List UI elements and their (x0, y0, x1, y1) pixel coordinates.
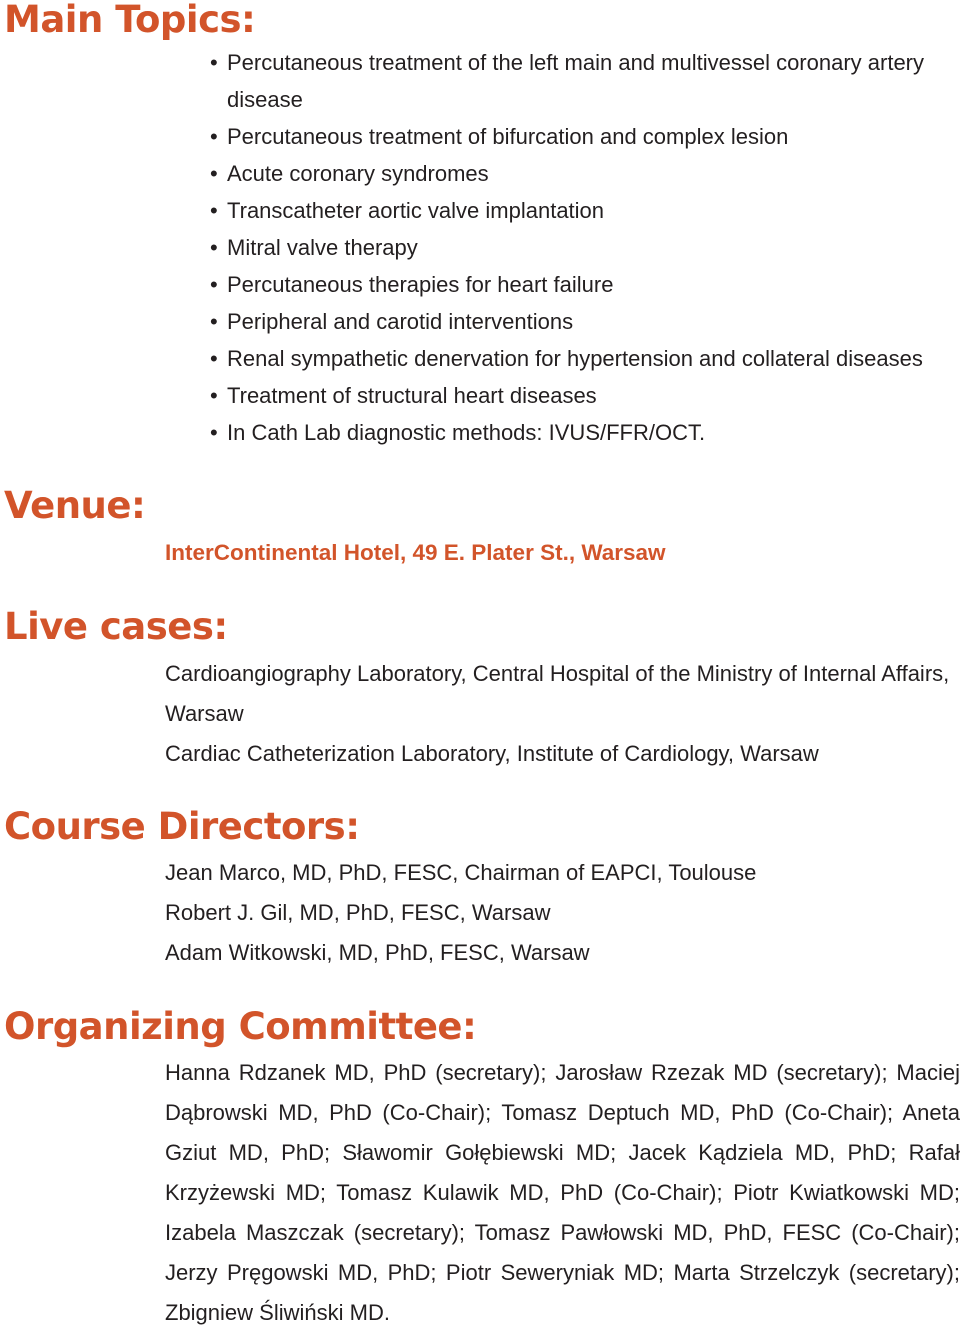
list-item: • Acute coronary syndromes (210, 155, 955, 192)
venue-heading: Venue: (4, 484, 146, 527)
director: Jean Marco, MD, PhD, FESC, Chairman of EAPCI, Toulouse (165, 860, 757, 885)
list-item: • Percutaneous treatment of bifurcation and complex lesion (210, 118, 955, 155)
list-item: • Transcatheter aortic valve implantation (210, 192, 955, 229)
course-directors-heading: Course Directors: (4, 805, 360, 848)
list-item: • Mitral valve therapy (210, 229, 955, 266)
director: Robert J. Gil, MD, PhD, FESC, Warsaw (165, 900, 551, 925)
list-item: • Percutaneous treatment of the left main and multivessel coronary artery disease (210, 44, 955, 118)
venue-address: InterContinental Hotel, 49 E. Plater St., Warsaw (165, 540, 666, 565)
organizing-committee-section (165, 1053, 960, 1333)
live-case-site: Cardioangiography Laboratory, Central Hospital of the Ministry of Internal Affairs, Warsaw (165, 661, 950, 726)
live-cases-section (165, 654, 955, 774)
list-item: • Peripheral and carotid interventions (210, 303, 955, 340)
director: Adam Witkowski, MD, PhD, FESC, Warsaw (165, 940, 590, 965)
live-case-site: Cardiac Catheterization Laboratory, Institute of Cardiology, Warsaw (165, 741, 819, 766)
main-topics-list (210, 44, 955, 451)
live-cases-heading: Live cases: (4, 605, 228, 648)
course-directors-section (165, 853, 960, 973)
main-topics-heading: Main Topics: (4, 0, 256, 41)
list-item: • In Cath Lab diagnostic methods: IVUS/FFR/OCT. (210, 414, 955, 451)
committee-members: Hanna Rdzanek MD, PhD (secretary); Jarosław Rzezak MD (secretary); Maciej Dąbrowski MD, PhD (Co-Chair); Tomasz Deptuch MD, PhD (Co-Chair); Aneta Gziut MD, PhD; Sławomir Gołębiewski MD; Jacek Kądziela MD, PhD; Rafał Krzyżewski MD; Tomasz Kulawik MD, PhD (Co-Chair); Piotr Kwiatkowski MD; Izabela Maszczak (secretary); Tomasz Pawłowski MD, PhD, FESC (Co-Chair); Jerzy Pręgowski MD, PhD; Piotr Seweryniak MD; Marta Strzelczyk (secretary); Zbigniew Śliwiński MD. (165, 1060, 960, 1325)
list-item: • Treatment of structural heart diseases (210, 377, 955, 414)
venue-section (165, 533, 960, 573)
list-item: • Renal sympathetic denervation for hypertension and collateral diseases (210, 340, 955, 377)
organizing-committee-heading: Organizing Committee: (4, 1005, 477, 1048)
list-item: • Percutaneous therapies for heart failure (210, 266, 955, 303)
